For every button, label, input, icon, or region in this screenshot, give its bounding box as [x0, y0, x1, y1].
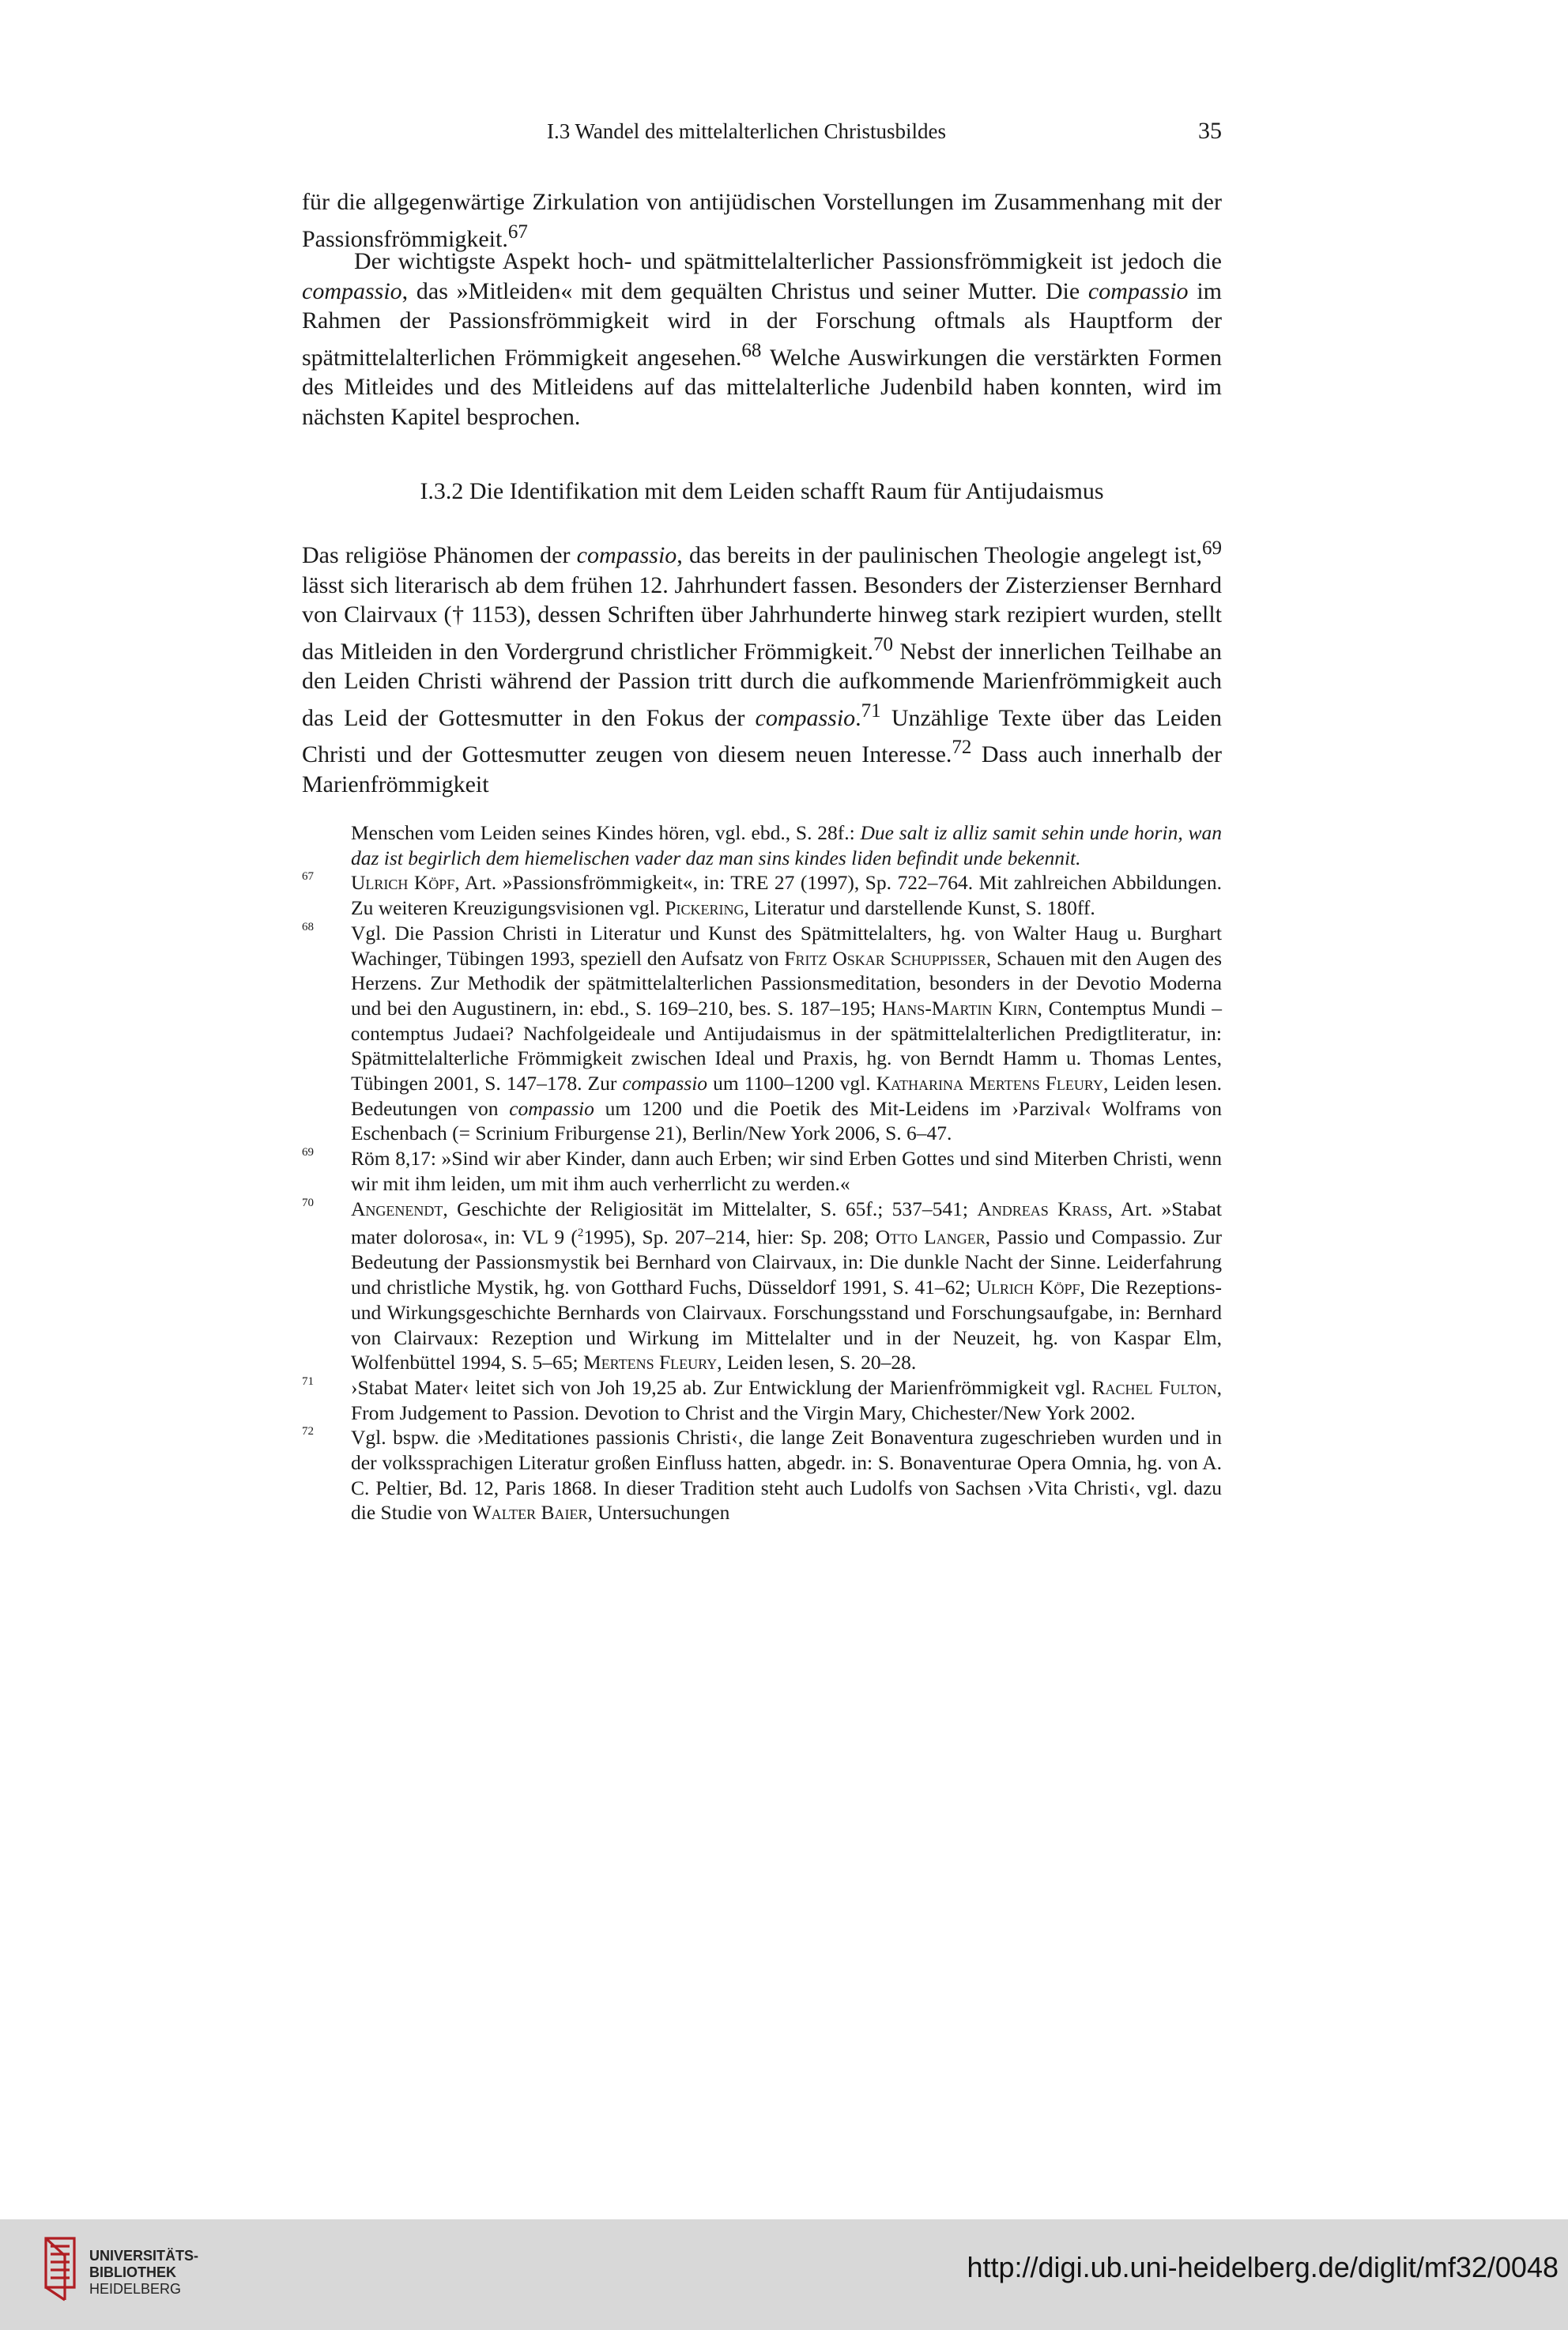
- author-name: Katharina Mertens Fleury: [876, 1072, 1103, 1095]
- text-run: Vgl. Die Passion Christi in Literatur und Kunst des Spätmittelalters, hg. von Walter Haug u. Burghart Wachinger, Tübingen 1993, speziell den Aufsatz von: [351, 921, 1222, 970]
- text-run: Welche Auswirkungen die verstärkten Formen des Mitleides und des Mitleidens auf das mittelalterliche Judenbild haben konnten, wird im nächsten Kapitel besprochen.: [302, 344, 1222, 430]
- author-name: Pickering: [665, 896, 744, 920]
- text-run: , Schauen mit den Augen des Herzens. Zur Methodik der spätmittelalterlichen Passionsmeditation, besonders in der Devotio Moderna und bei den Augustinern, in: ebd., S. 169–210, bes. S. 187–195;: [351, 946, 1223, 1020]
- text-run: , Geschichte der Religiosität im Mittelalter, S. 65f.; 537–541;: [443, 1197, 978, 1220]
- body-paragraph-2: [302, 247, 1222, 432]
- author-name: Otto Langer: [875, 1225, 986, 1249]
- author-name: Andreas Krass: [977, 1197, 1108, 1220]
- italic-term: compassio: [755, 704, 856, 731]
- author-name: Angenendt: [351, 1197, 443, 1220]
- footnote-number: 68: [302, 920, 314, 933]
- library-name: [89, 2248, 198, 2298]
- footnote-ref-67[interactable]: 67: [507, 221, 528, 243]
- text-run: , From Judgement to Passion. Devotion to Christ and the Virgin Mary, Chichester/New York 2002.: [351, 1375, 1222, 1424]
- text-run: um 1100–1200 vgl.: [707, 1072, 876, 1095]
- text-run: , Leiden lesen, S. 20–28.: [717, 1351, 917, 1374]
- text-run: 1995), Sp. 207–214, hier: Sp. 208;: [583, 1225, 876, 1249]
- footnote-70: [302, 1197, 1222, 1375]
- text-run: , Art. »Passionsfrömmigkeit«, in: TRE 27 (1997), Sp. 722–764. Mit zahlreichen Abbildungen. Zu weiteren Kreuzigungsvisionen vgl.: [351, 871, 1222, 920]
- footnote-number: 72: [302, 1425, 314, 1438]
- author-name: Ulrich Köpf: [976, 1276, 1080, 1299]
- body-paragraph-3: [302, 533, 1222, 799]
- text-run: , Art. »Stabat mater dolorosa«, in: VL 9 (: [351, 1197, 1222, 1249]
- text-run: Vgl. bspw. die ›Meditationes passionis Christi‹, die lange Zeit Bonaventura zugeschrieben wurden und in der volkssprachigen Literatur großen Einfluss hatten, abgedr. in: S. Bonaventurae Opera Omnia, hg. von A. C. Peltier, Bd. 12, Paris 1868. In dieser Tradition steht auch Ludolfs von Sachsen ›Vita Christi‹, vgl. dazu die Studie von: [351, 1426, 1222, 1525]
- footnote-ref-68[interactable]: 68: [741, 339, 762, 361]
- author-name: Rachel Fulton: [1091, 1375, 1217, 1399]
- page-number: 35: [1198, 118, 1222, 144]
- text-run: ›Stabat Mater‹ leitet sich von Joh 19,25 ab. Zur Entwicklung der Marienfrömmigkeit vgl.: [351, 1375, 1092, 1399]
- footnote-number: 71: [302, 1374, 314, 1388]
- author-name: Ulrich Köpf: [351, 871, 455, 895]
- footnote-72: [302, 1425, 1222, 1525]
- section-heading: I.3.2 Die Identifikation mit dem Leiden schafft Raum für Antijudaismus: [420, 478, 1104, 504]
- running-head: [302, 115, 1222, 147]
- footnote-ref-70[interactable]: 70: [873, 633, 893, 655]
- text-run: Nebst der innerlichen Teilhabe an den Leiden Christi während der Passion tritt durch die aufkommende Marienfrömmigkeit auch das Leid der Gottesmutter in den Fokus der: [302, 638, 1222, 731]
- text-run: , Literatur und darstellende Kunst, S. 180ff.: [744, 896, 1095, 920]
- library-name-line: UNIVERSITÄTS-: [89, 2248, 199, 2264]
- text-run: , Leiden lesen. Bedeutungen von: [351, 1072, 1223, 1120]
- edition-superscript: 2: [577, 1227, 584, 1240]
- text-run: Das religiöse Phänomen der: [302, 542, 577, 568]
- library-name-line: BIBLIOTHEK: [89, 2264, 176, 2280]
- footnote-number: 69: [302, 1146, 314, 1159]
- text-run: , Die Rezeptions- und Wirkungsgeschichte Bernhards von Clairvaux. Forschungsstand und Forschungsaufgabe, in: Bernhard von Clairvaux: Rezeption und Wirkung im Mittelalter und in der Neuzeit, hg. von Kaspar Elm, Wolfenbüttel 1994, S. 5–65;: [351, 1276, 1222, 1374]
- footnote-number: 67: [302, 870, 314, 884]
- text-run: .: [855, 704, 861, 731]
- italic-term: compassio: [509, 1096, 594, 1120]
- author-name: Fritz Oskar Schuppisser: [784, 946, 986, 970]
- footnote-71: [302, 1375, 1222, 1425]
- text-run: , das »Mitleiden« mit dem gequälten Christus und seiner Mutter. Die: [401, 277, 1088, 304]
- footnote-continuation: [302, 820, 1222, 870]
- text-run: , Untersuchungen: [587, 1501, 730, 1525]
- text-run: Der wichtigste Aspekt hoch- und spätmittelalterlicher Passionsfrömmigkeit ist jedoch die: [354, 248, 1222, 274]
- footnotes: [302, 820, 1222, 1525]
- italic-term: compassio: [1087, 277, 1189, 304]
- text-run: , das bereits in der paulinischen Theologie angelegt ist,: [677, 542, 1202, 568]
- text-run: für die allgegenwärtige Zirkulation von antijüdischen Vorstellungen im Zusammenhang mit der Passionsfrömmigkeit.: [302, 189, 1222, 252]
- footnote-number: 70: [302, 1196, 314, 1209]
- italic-term: compassio: [302, 277, 402, 304]
- text-run: lässt sich literarisch ab dem frühen 12. Jahrhundert fassen. Besonders der Zisterzienser Bernhard von Clairvaux († 1153), dessen Schriften über Jahrhunderte hinweg stark rezipiert wurden, stellt das Mitleiden in den Vordergrund christlicher Frömmigkeit.: [302, 571, 1222, 665]
- university-library-logo-icon: [38, 2232, 82, 2303]
- italic-term: compassio: [576, 542, 677, 568]
- digitization-footer: [0, 2219, 1568, 2330]
- source-url-link[interactable]: http://digi.ub.uni-heidelberg.de/diglit/mf32/0048: [967, 2251, 1559, 2283]
- text-run: Dass auch innerhalb der Marienfrömmigkeit: [302, 741, 1222, 797]
- author-name: Mertens Fleury: [583, 1351, 718, 1374]
- footnote-ref-69[interactable]: 69: [1201, 537, 1222, 559]
- author-name: Hans-Martin Kirn: [881, 996, 1038, 1020]
- text-run: Menschen vom Leiden seines Kindes hören, vgl. ebd., S. 28f.:: [351, 821, 861, 844]
- footnote-ref-71[interactable]: 71: [861, 699, 881, 722]
- library-name-line: HEIDELBERG: [89, 2281, 182, 2297]
- text-run: um 1200 und die Poetik des Mit-Leidens im ›Parzival‹ Wolframs von Eschenbach (= Scrinium Friburgense 21), Berlin/New York 2006, S. 6–47.: [351, 1096, 1222, 1145]
- running-title: I.3 Wandel des mittelalterlichen Christusbildes: [547, 119, 946, 143]
- author-name: Walter Baier: [472, 1501, 588, 1525]
- text-run: im Rahmen der Passionsfrömmigkeit wird in der Forschung oftmals als Hauptform der spätmittelalterlichen Frömmigkeit angesehen.: [302, 277, 1222, 371]
- footnote-ref-72[interactable]: 72: [952, 737, 972, 758]
- text-run: , Contemptus Mundi – contemptus Judaei? Nachfolgeideale und Antijudaismus in der spätmittelalterlichen Predigtliteratur, in: Spätmittelalterliche Frömmigkeit zwischen Ideal und Praxis, hg. von Berndt Hamm u. Thomas Lentes, Tübingen 2001, S. 147–178. Zur: [351, 996, 1223, 1095]
- text-run: Röm 8,17: »Sind wir aber Kinder, dann auch Erben; wir sind Erben Gottes und sind Miterben Christi, wenn wir mit ihm leiden, um mit ihm auch verherrlicht zu werden.«: [351, 1147, 1222, 1195]
- italic-term: compassio: [622, 1072, 708, 1095]
- italic-quote: Due salt iz alliz samit sehin unde horin, wan daz ist begirlich dem hiemelischen vader daz man sins kindes liden befindit unde bekennit.: [351, 821, 1223, 869]
- footnote-67: [302, 870, 1222, 920]
- text-run: , Passio und Compassio. Zur Bedeutung der Passionsmystik bei Bernhard von Clairvaux, in: Die dunkle Nacht der Sinne. Leiderfahrung und christliche Mystik, hg. von Gotthard Fuchs, Düsseldorf 1991, S. 41–62;: [351, 1225, 1223, 1299]
- footnote-68: [302, 921, 1222, 1146]
- body-paragraph-1: [302, 187, 1222, 254]
- text-run: Unzählige Texte über das Leiden Christi und der Gottesmutter zeugen von diesem neuen Interesse.: [302, 704, 1222, 767]
- footnote-69: [302, 1146, 1222, 1196]
